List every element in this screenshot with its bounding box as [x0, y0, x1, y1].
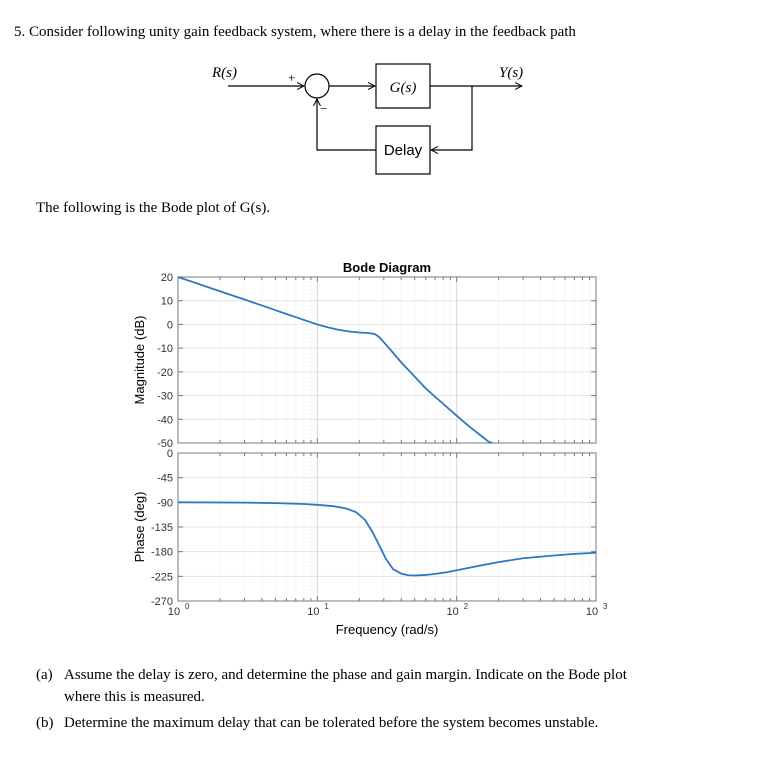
magnitude-y-label: Magnitude (dB) — [132, 315, 147, 405]
part-a — [36, 664, 726, 708]
x-tick-exponent: 1 — [324, 602, 329, 611]
question-text — [14, 24, 576, 41]
magnitude-axes-box — [178, 277, 596, 443]
delay-label: Delay — [383, 142, 423, 159]
part-b — [36, 712, 726, 734]
phase-y-label: Phase (deg) — [132, 491, 147, 563]
minus-sign: − — [320, 101, 328, 116]
block-diagram — [0, 50, 760, 190]
chart-title: Bode Diagram — [342, 260, 432, 275]
magnitude-tick-label: 20 — [160, 272, 173, 284]
x-tick-label: 10 — [446, 606, 459, 618]
bode-intro-text: The following is the Bode plot of G(s). — [36, 200, 271, 216]
magnitude-tick-label: 10 — [160, 295, 173, 308]
phase-tick-label: 0 — [166, 448, 173, 460]
phase-tick-label: -90 — [157, 497, 173, 510]
phase-tick-label: -225 — [150, 571, 173, 584]
x-tick-label: 10 — [167, 606, 181, 618]
input-label: R(s) — [212, 65, 237, 81]
x-tick-label: 10 — [585, 606, 599, 618]
plant-label: G(s) — [389, 80, 417, 96]
magnitude-curve — [178, 277, 492, 443]
phase-tick-label: -135 — [150, 522, 173, 534]
output-label: Y(s) — [499, 65, 524, 81]
x-tick-exponent: 0 — [185, 602, 190, 611]
magnitude-tick-label: -50 — [157, 438, 173, 450]
part-a-text-continued: where this is measured. — [64, 689, 205, 705]
magnitude-tick-label: 0 — [166, 319, 173, 332]
magnitude-tick-label: -20 — [157, 366, 173, 379]
x-tick-exponent: 3 — [603, 602, 608, 611]
x-tick-label: 10 — [307, 606, 320, 618]
phase-tick-label: -180 — [150, 546, 173, 559]
magnitude-tick-label: -10 — [157, 343, 173, 356]
part-b-label: (b) — [36, 715, 54, 731]
part-a-text: Assume the delay is zero, and determine the phase and gain margin. Indicate on the Bode plot — [64, 667, 627, 683]
phase-curve — [178, 502, 596, 575]
phase-tick-label: -270 — [150, 596, 173, 608]
part-a-label: (a) — [36, 667, 53, 683]
bode-plot — [0, 250, 760, 650]
question-number: 5. — [14, 24, 26, 40]
plus-sign: + — [288, 70, 296, 85]
magnitude-tick-label: -30 — [157, 390, 173, 403]
x-tick-exponent: 2 — [463, 602, 469, 611]
summing-junction — [305, 74, 329, 98]
part-b-text: Determine the maximum delay that can be tolerated before the system becomes unstable. — [64, 715, 599, 731]
feedback-line-right — [431, 86, 472, 150]
x-axis-label: Frequency (rad/s) — [335, 622, 439, 637]
magnitude-tick-label: -40 — [157, 414, 173, 427]
phase-tick-label: -45 — [157, 472, 173, 485]
question-body: Consider following unity gain feedback system, where there is a delay in the feedback path — [29, 24, 576, 40]
